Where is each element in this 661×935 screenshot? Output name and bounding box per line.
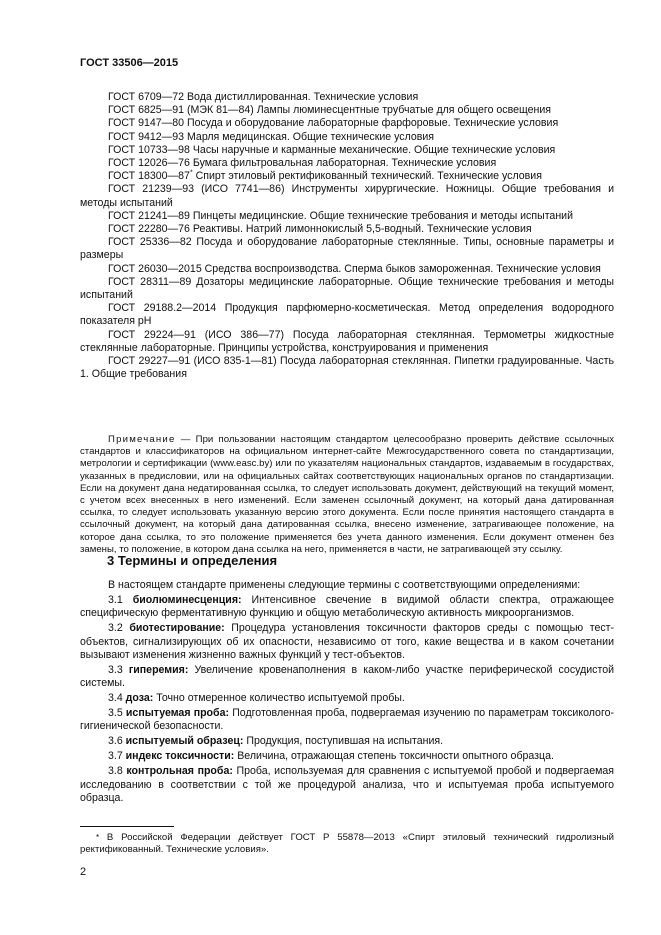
footnote (80, 832, 614, 856)
reference-item: ГОСТ 9147—80 Посуда и оборудование лабораторные фарфоровые. Технические условия (108, 117, 559, 130)
reference-item: ГОСТ 21241—89 Пинцеты медицинские. Общие технические требования и методы испытаний (108, 209, 574, 222)
reference-item: ГОСТ 18300—87* Спирт этиловый ректификованный технический. Технические условия (108, 169, 542, 183)
term-item: 3.4 доза: Точно отмеренное количество испытуемой пробы. (108, 692, 405, 705)
term-name: контрольная проба: (126, 765, 233, 778)
term-item: 3.8 контрольная проба: Проба, используемая для сравнения с испытуемой пробой и подвергаемая исследованию в соответствии с той же процедурой анализа, что и испытуемая проба испытуемого образца. (80, 765, 614, 804)
term-item: 3.5 испытуемая проба: Подготовленная проба, подвергаемая изучению по параметрам токсиколого-гигиенической безопасности. (80, 707, 614, 733)
page-header: ГОСТ 33506—2015 (80, 57, 179, 69)
reference-item: ГОСТ 9412—93 Марля медицинская. Общие технические условия (108, 130, 435, 143)
reference-item: ГОСТ 10733—98 Часы наручные и карманные механические. Общие технические условия (108, 143, 556, 156)
footnote-marker: * (96, 833, 100, 842)
note-paragraph (80, 434, 614, 556)
reference-item: ГОСТ 28311—89 Дозаторы медицинские лабораторные. Общие технические требования и методы испытаний (80, 275, 614, 302)
term-item: 3.2 биотестирование: Процедура установления токсичности факторов среды с помощью тест-объектов, сигнализирующих об их опасности, независимо от того, какие вещества и в каком сочетании вызывают изменения жизненно важных функций у тест-объектов. (80, 622, 615, 661)
note-text: — При пользовании настоящим стандартом целесообразно проверить действие ссылочных стандартов и классификаторов на официальном интернет-сайте Межгосударственного совета по стандартизации, метрологии и сертификации (www.easc.by) или по указателям национальных стандартов, издаваемым в государствах, указанных в предисловии, или на официальных сайтах соответствующих национальных органов по стандартизации. Если на документ дана недатированная ссылка, то следует использовать документ, действующий на текущий момент, с учетом всех внесенных в него изменений. Если заменен ссылочный документ, на который дана датированная ссылка, то следует использовать указанную версию этого документа. Если после принятия настоящего стандарта в ссылочный документ, на который дана датированная ссылка, внесено изменение, затрагивающее положение, на которое дана ссылка, то это положение применяется без учета данного изменения. Если документ отменен без замены, то положение, в котором дана ссылка на него, применяется в части, не затрагивающей эту ссылку. (80, 434, 614, 555)
reference-item: ГОСТ 29188.2—2014 Продукция парфюмерно-косметическая. Метод определения водородного показателя pH (80, 302, 614, 328)
term-name: доза: (125, 692, 154, 705)
term-item: 3.7 индекс токсичности: Величина, отражающая степень токсичности опытного образца. (108, 750, 554, 763)
term-item: 3.3 гиперемия: Увеличение кровенаполнения в каком-либо участке периферической сосудистой системы. (80, 663, 615, 690)
reference-item: ГОСТ 29227—91 (ИСО 835-1—81) Посуда лабораторная стеклянная. Пипетки градуированные. Часть 1. Общие требования (80, 355, 614, 381)
reference-item: ГОСТ 26030—2015 Средства воспроизводства. Сперма быков замороженная. Технические условия (108, 262, 601, 275)
footnote-text: В Российской Федерации действует ГОСТ Р 55878—2013 «Спирт этиловый технический гидролизный ректификованный. Технические условия». (80, 832, 614, 856)
terms-intro: В настоящем стандарте применены следующие термины с соответствующими определениями: (108, 579, 581, 591)
section-title: 3 Термины и определения (107, 553, 278, 568)
reference-item: ГОСТ 12026—76 Бумага фильтровальная лабораторная. Технические условия (108, 157, 497, 170)
reference-item: ГОСТ 25336—82 Посуда и оборудование лабораторные стеклянные. Типы, основные параметры и размеры (80, 236, 614, 262)
term-name: биотестирование: (129, 622, 225, 635)
term-name: испытуемый образец: (125, 735, 244, 748)
term-name: гиперемия: (128, 663, 189, 676)
reference-item: ГОСТ 6709—72 Вода дистиллированная. Технические условия (108, 91, 419, 103)
normative-references-list (80, 91, 614, 381)
term-item: 3.1 биолюминесценция: Интенсивное свечение в видимой области спектра, отражающее специфическую ферментативную функцию и общую метаболическую активность микроорганизмов. (80, 593, 615, 620)
reference-item: ГОСТ 21239—93 (ИСО 7741—86) Инструменты хирургические. Ножницы. Общие требования и методы испытаний (80, 183, 614, 209)
footnote-marker: * (189, 169, 193, 177)
reference-item: ГОСТ 22280—76 Реактивы. Натрий лимоннокислый 5,5-водный. Технические условия (108, 223, 532, 236)
term-name: биолюминесценция: (132, 593, 242, 606)
reference-item: ГОСТ 29224—91 (ИСО 386—77) Посуда лабораторная стеклянная. Термометры жидкостные стеклянные лабораторные. Принципы устройства, конструирования и применения (80, 328, 614, 354)
terms-list (80, 579, 614, 807)
footnote-divider (80, 826, 174, 827)
page-number: 2 (80, 866, 87, 878)
reference-item: ГОСТ 6825—91 (МЭК 81—84) Лампы люминесцентные трубчатые для общего освещения (108, 104, 551, 117)
term-name: испытуемая проба: (125, 707, 229, 720)
note-label: Примечание (108, 434, 176, 445)
term-item: 3.6 испытуемый образец: Продукция, поступившая на испытания. (108, 735, 444, 748)
term-name: индекс токсичности: (125, 750, 235, 763)
